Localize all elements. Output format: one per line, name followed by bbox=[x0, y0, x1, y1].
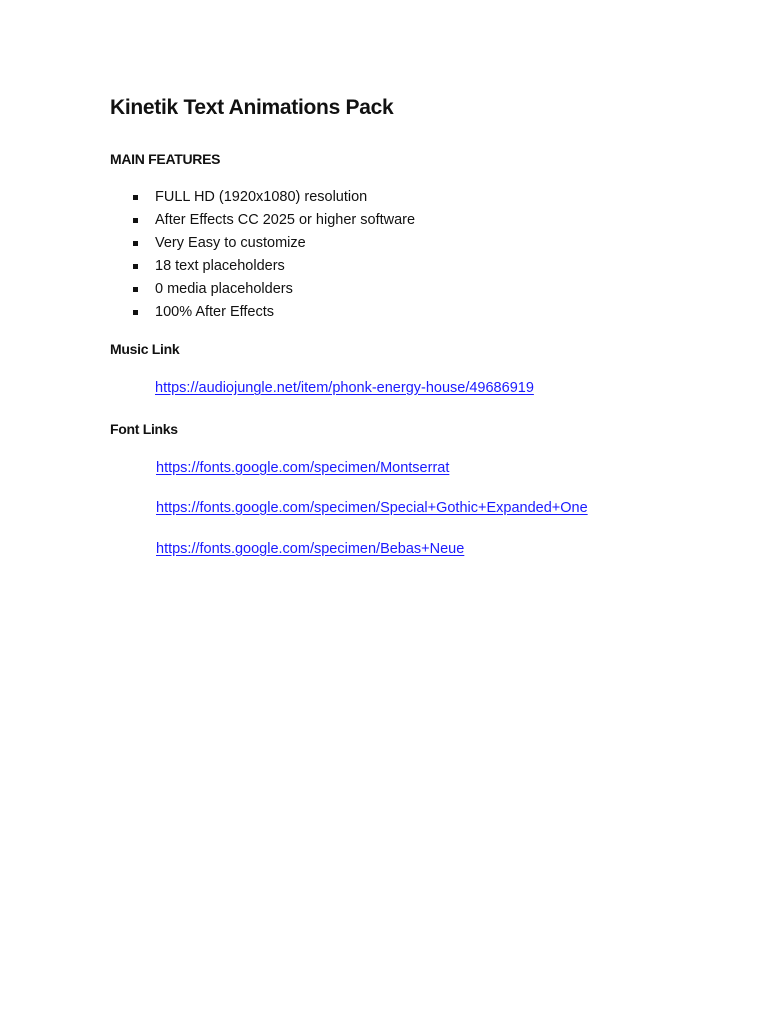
feature-item bbox=[110, 301, 415, 324]
features-list bbox=[110, 186, 415, 325]
square-bullet-icon bbox=[133, 264, 138, 269]
feature-text: 100% After Effects bbox=[155, 304, 275, 321]
feature-item bbox=[110, 278, 415, 301]
feature-item bbox=[110, 209, 415, 232]
main-features-heading: MAIN FEATURES bbox=[110, 151, 221, 167]
music-link-heading: Music Link bbox=[110, 341, 180, 357]
feature-text: Very Easy to customize bbox=[155, 235, 306, 252]
feature-item bbox=[110, 255, 415, 278]
font-link-special-gothic[interactable]: https://fonts.google.com/specimen/Special+Gothic+Expanded+One bbox=[156, 500, 588, 516]
feature-item bbox=[110, 232, 415, 255]
square-bullet-icon bbox=[133, 195, 138, 200]
feature-text: FULL HD (1920x1080) resolution bbox=[155, 189, 368, 205]
document-title: Kinetik Text Animations Pack bbox=[110, 96, 394, 119]
square-bullet-icon bbox=[133, 287, 138, 292]
square-bullet-icon bbox=[133, 241, 138, 246]
music-link[interactable]: https://audiojungle.net/item/phonk-energy-house/49686919 bbox=[155, 380, 534, 396]
feature-text: 0 media placeholders bbox=[155, 281, 293, 298]
font-links-heading: Font Links bbox=[110, 421, 178, 437]
square-bullet-icon bbox=[133, 310, 138, 315]
font-link-montserrat[interactable]: https://fonts.google.com/specimen/Montserrat bbox=[156, 460, 450, 476]
feature-item bbox=[110, 186, 415, 209]
feature-text: 18 text placeholders bbox=[155, 258, 285, 275]
square-bullet-icon bbox=[133, 218, 138, 223]
font-link-bebas-neue[interactable]: https://fonts.google.com/specimen/Bebas+Neue bbox=[156, 541, 465, 557]
feature-text: After Effects CC 2025 or higher software bbox=[155, 212, 416, 229]
